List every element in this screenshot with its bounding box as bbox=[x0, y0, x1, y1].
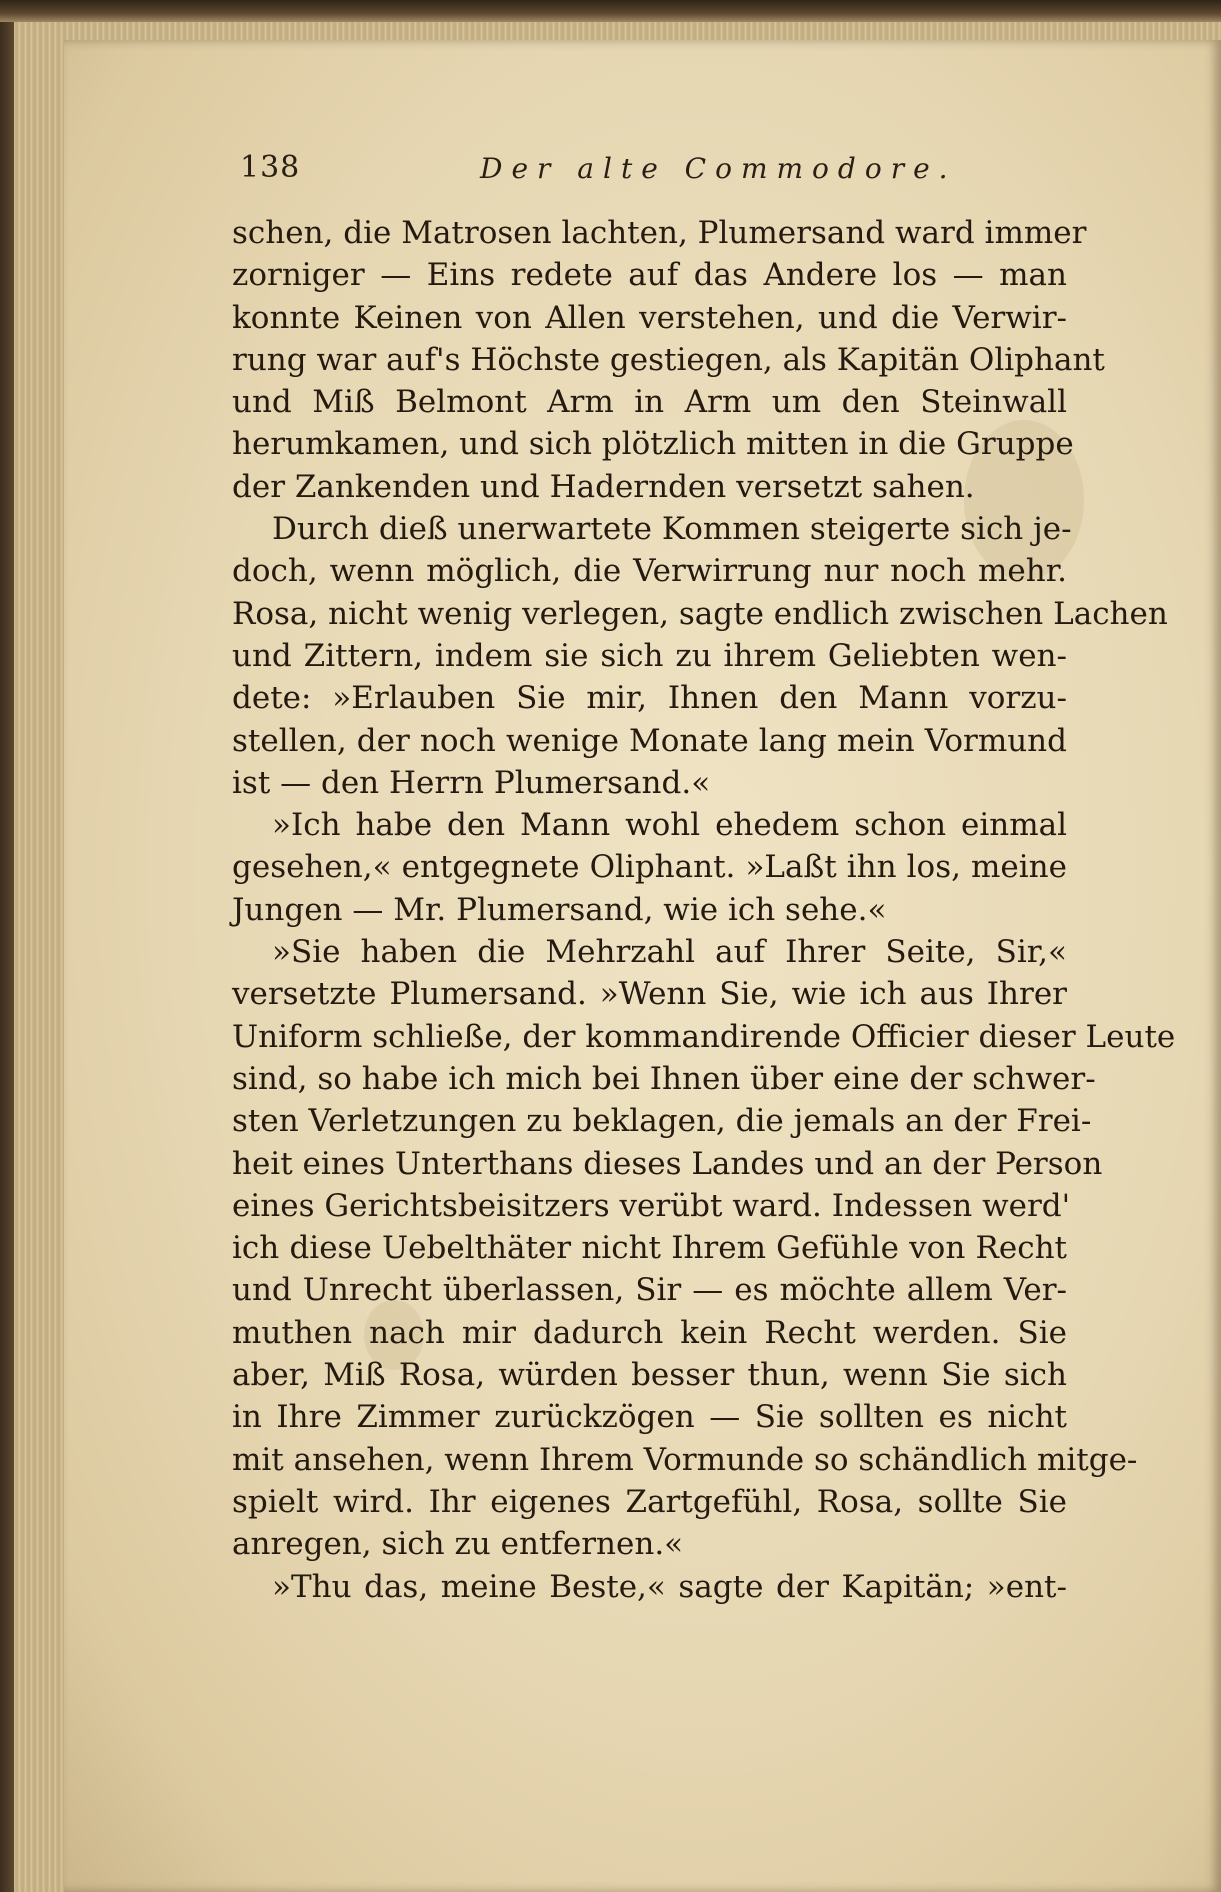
text-line: »Sie haben die Mehrzahl auf Ihrer Seite, Sir,« bbox=[272, 934, 1067, 971]
text-line: und Zittern, indem sie sich zu ihrem Geliebten wen- bbox=[232, 637, 1067, 674]
text-line: heit eines Unterthans dieses Landes und an der Person bbox=[232, 1145, 1103, 1182]
running-title: Der alte Commodore. bbox=[480, 152, 957, 185]
text-line: ich diese Uebelthäter nicht Ihrem Gefühle von Recht bbox=[232, 1230, 1067, 1267]
text-line: Jungen — Mr. Plumersand, wie ich sehe.« bbox=[232, 891, 887, 928]
text-line: rung war auf's Höchste gestiegen, als Kapitän Oliphant bbox=[232, 341, 1105, 378]
text-line: doch, wenn möglich, die Verwirrung nur noch mehr. bbox=[232, 553, 1067, 590]
book-top-edge bbox=[0, 0, 1221, 22]
text-line: Uniform schließe, der kommandirende Officier dieser Leute bbox=[232, 1018, 1176, 1055]
text-line: herumkamen, und sich plötzlich mitten in die Gruppe bbox=[232, 426, 1074, 463]
text-line: sind, so habe ich mich bei Ihnen über eine der schwer- bbox=[232, 1060, 1096, 1097]
text-line: »Ich habe den Mann wohl ehedem schon einmal bbox=[272, 807, 1067, 844]
text-line: gesehen,« entgegnete Oliphant. »Laßt ihn los, meine bbox=[232, 849, 1067, 886]
text-line: und Miß Belmont Arm in Arm um den Steinwall bbox=[232, 384, 1067, 421]
page-number: 138 bbox=[240, 150, 301, 185]
text-line: sten Verletzungen zu beklagen, die jemals an der Frei- bbox=[232, 1103, 1092, 1140]
text-line: muthen nach mir dadurch kein Recht werden. Sie bbox=[232, 1314, 1067, 1351]
text-line: »Thu das, meine Beste,« sagte der Kapitän; »ent- bbox=[272, 1568, 1067, 1605]
text-line: ist — den Herrn Plumersand.« bbox=[232, 764, 711, 801]
text-line: anregen, sich zu entfernen.« bbox=[232, 1526, 684, 1563]
text-line: Rosa, nicht wenig verlegen, sagte endlich zwischen Lachen bbox=[232, 595, 1168, 632]
text-line: konnte Keinen von Allen verstehen, und die Verwir- bbox=[232, 299, 1067, 336]
text-line: stellen, der noch wenige Monate lang mein Vormund bbox=[232, 722, 1067, 759]
text-line: in Ihre Zimmer zurückzögen — Sie sollten es nicht bbox=[232, 1399, 1067, 1436]
text-line: versetzte Plumersand. »Wenn Sie, wie ich aus Ihrer bbox=[232, 976, 1067, 1013]
running-head bbox=[240, 150, 1060, 200]
text-line: spielt wird. Ihr eigenes Zartgefühl, Rosa, sollte Sie bbox=[232, 1483, 1067, 1520]
text-line: und Unrecht überlassen, Sir — es möchte allem Ver- bbox=[232, 1272, 1067, 1309]
text-line: dete: »Erlauben Sie mir, Ihnen den Mann vorzu- bbox=[232, 680, 1067, 717]
body-text bbox=[232, 212, 1176, 1608]
text-line: eines Gerichtsbeisitzers verübt ward. Indessen werd' bbox=[232, 1187, 1071, 1224]
text-line: aber, Miß Rosa, würden besser thun, wenn Sie sich bbox=[232, 1357, 1067, 1394]
text-line: Durch dieß unerwartete Kommen steigerte sich je- bbox=[272, 511, 1072, 548]
text-line: schen, die Matrosen lachten, Plumersand ward immer bbox=[232, 215, 1087, 251]
text-line: mit ansehen, wenn Ihrem Vormunde so schändlich mitge- bbox=[232, 1441, 1138, 1478]
text-line: zorniger — Eins redete auf das Andere los — man bbox=[232, 257, 1067, 294]
text-line: der Zankenden und Hadernden versetzt sahen. bbox=[232, 468, 975, 505]
